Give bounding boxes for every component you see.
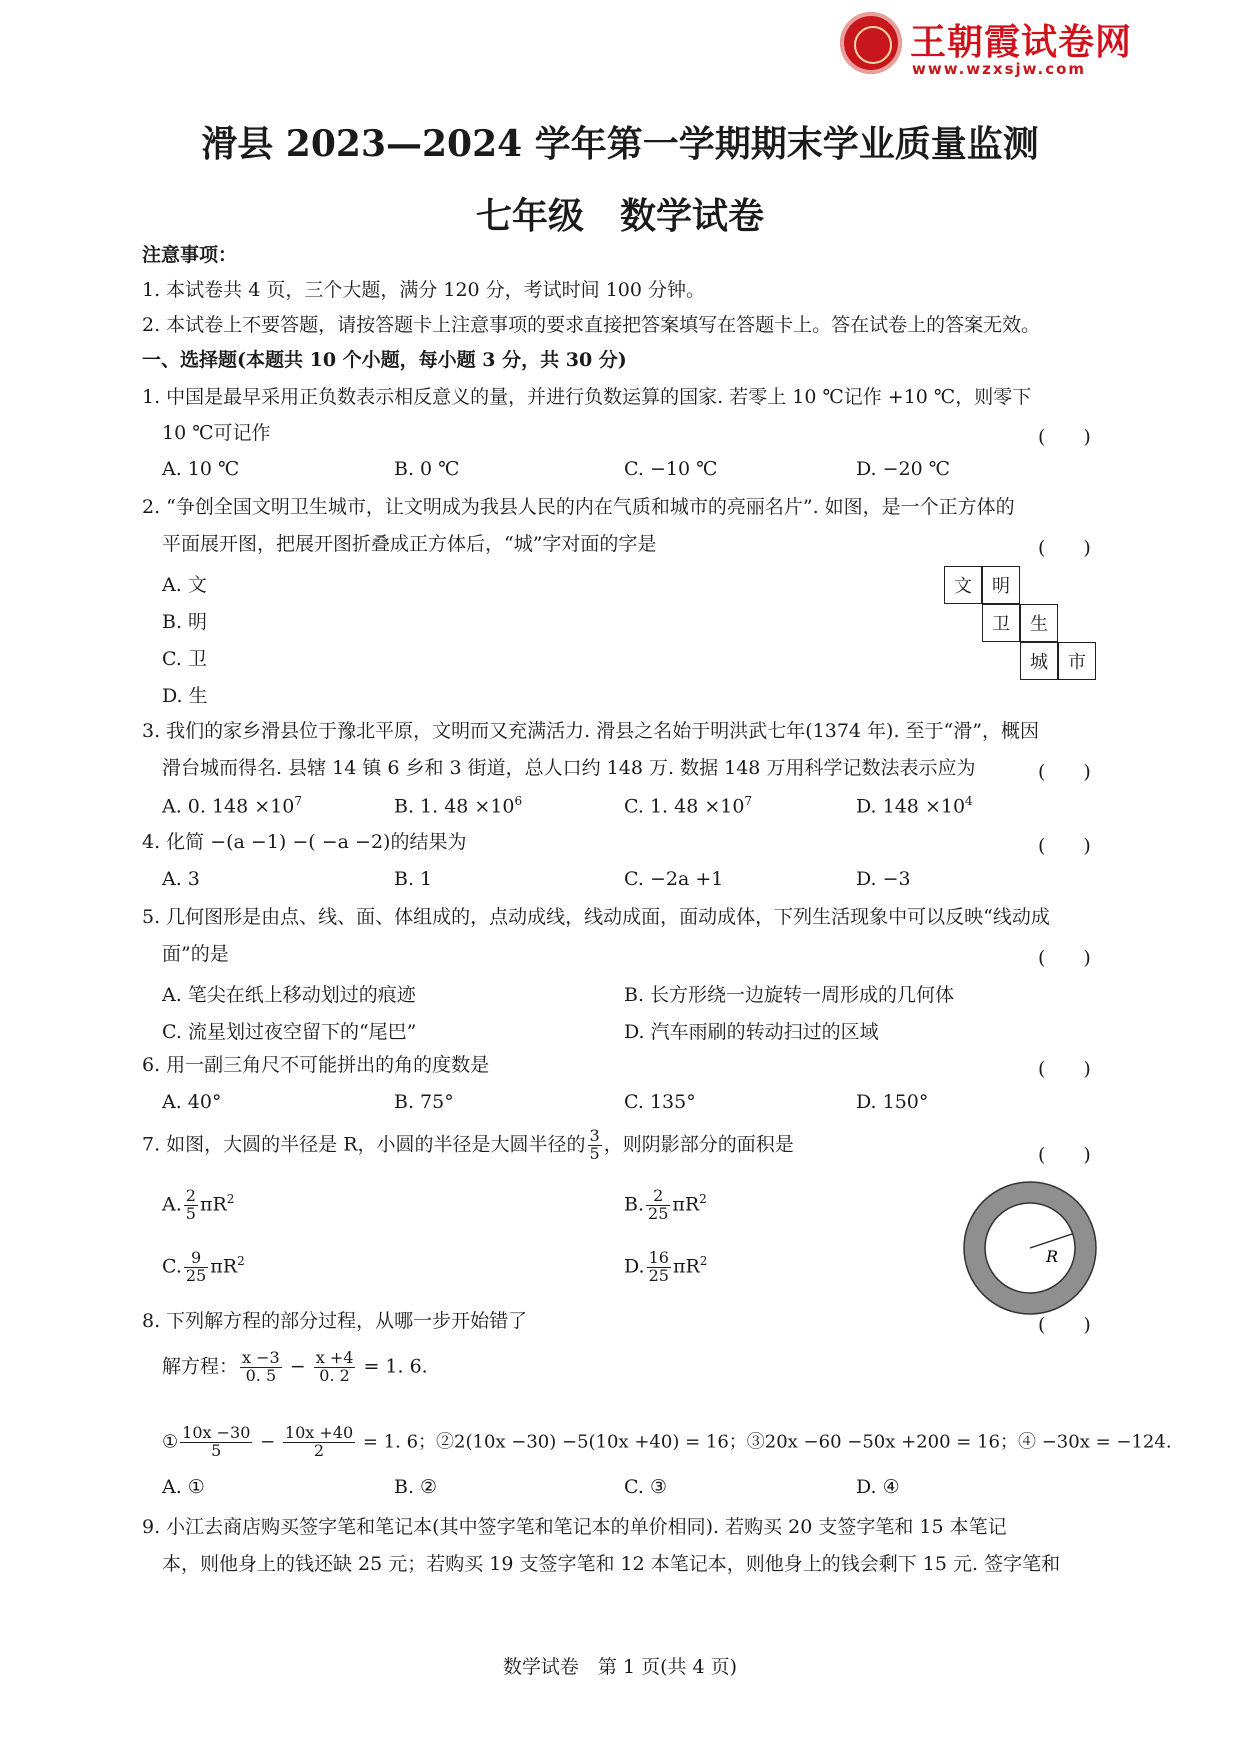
q7-option-d-frac [647,1250,671,1285]
q8-eq-frac1 [240,1350,282,1385]
net-cell-ming: 明 [982,566,1020,604]
cube-net-figure [944,566,1104,696]
site-logo [840,12,1160,78]
q7-option-c-letter: C. [162,1255,182,1278]
net-cell-wen: 文 [944,566,982,604]
q8-answer-bracket: ( ) [1038,1314,1091,1336]
q7-option-d-num: 16 [648,1248,669,1267]
q8-eq-frac2-num: x +4 [315,1348,354,1367]
section-heading: 一、选择题(本题共 10 个小题，每小题 3 分，共 30 分) [142,349,627,371]
q7-option-d [624,1250,707,1285]
q3-option-b [394,794,522,817]
q4-option-c: C. −2a +1 [624,868,724,890]
q4-answer-bracket: ( ) [1038,835,1091,857]
q7-stem [142,1128,794,1163]
q7-answer-bracket: ( ) [1038,1144,1091,1166]
q8-stem: 8. 下列解方程的部分过程，从哪一步开始错了 [142,1310,528,1332]
q7-option-d-letter: D. [624,1255,645,1278]
q6-option-b: B. 75° [394,1091,454,1113]
q5-option-a: A. 笔尖在纸上移动划过的痕迹 [162,984,416,1006]
q1-answer-bracket: ( ) [1038,426,1091,448]
radius-label: R [1046,1247,1059,1266]
q8-eq-label: 解方程： [162,1355,239,1378]
q2-stem-line2: 平面展开图，把展开图折叠成正方体后，“城”字对面的字是 [162,533,657,555]
q6-option-d: D. 150° [856,1091,929,1113]
q8-step1-frac1 [180,1425,252,1460]
net-cell-cheng: 城 [1020,642,1058,680]
q8-step1-frac2 [283,1425,355,1460]
q3-option-d-base: D. 148 ×10 [856,795,966,818]
q4-option-b: B. 1 [394,868,433,890]
q1-stem-line1: 1. 中国是最早采用正负数表示相反意义的量，并进行负数运算的国家. 若零上 10 ℃记作 +10 ℃，则零下 [142,386,1032,408]
q2-option-b: B. 明 [162,611,208,633]
q7-ratio-den: 5 [589,1143,600,1163]
q3-option-b-exp: 6 [514,794,523,808]
q3-option-b-base: B. 1. 48 ×10 [394,795,515,818]
q8-step1-frac2-den: 2 [313,1440,325,1460]
q9-stem-line2: 本，则他身上的钱还缺 25 元；若购买 19 支签字笔和 12 本笔记本，则他身上的钱会剩下 15 元. 签字笔和 [162,1553,1061,1575]
q6-option-c: C. 135° [624,1091,696,1113]
q7-option-a-sq: 2 [226,1191,235,1206]
logo-name: 王朝霞试卷网 [910,22,1133,63]
q7-option-c-sq: 2 [237,1253,245,1268]
q7-option-d-sq: 2 [699,1253,708,1268]
q3-option-a-exp: 7 [294,794,303,808]
q8-steps: ① $\frac{10x -30}{5}$ − $\frac{10x +40}{2}$ = 1. 6；②2(10x −30) −5(10x +40) = 16；③20x −60 −50x +200 = 16；④ −30x = −124. [162,1423,1172,1460]
q6-answer-bracket: ( ) [1038,1058,1091,1080]
exam-subtitle: 七年级 数学试卷 [475,195,764,237]
q3-option-d [856,794,973,817]
q7-option-b-sq: 2 [699,1191,707,1206]
q7-option-d-den: 25 [648,1265,669,1285]
q7-option-b-frac [646,1188,670,1223]
q8-steps-rest: = 1. 6；②2(10x −30) −5(10x +40) = 16；③20x −60 −50x +200 = 16；④ −30x = −124. [362,1431,1172,1453]
q9-stem-line1: 9. 小江去商店购买签字笔和笔记本(其中签字笔和笔记本的单价相同). 若购买 20 支签字笔和 15 本笔记 [142,1516,1007,1538]
q5-stem-line1: 5. 几何图形是由点、线、面、体组成的，点动成线，线动成面，面动成体，下列生活现象中可以反映“线动成 [142,906,1050,928]
q8-option-a: A. ① [162,1476,205,1498]
q7-option-a [162,1188,234,1223]
q8-step1-frac1-num: 10x −30 [182,1423,251,1442]
q7-option-c-den: 25 [185,1265,207,1285]
net-cell-sheng: 生 [1020,604,1058,642]
q7-option-c-num: 9 [184,1250,208,1268]
q7-stem-part2: ，则阴影部分的面积是 [603,1133,794,1156]
q8-step1-frac2-num: 10x +40 [284,1423,354,1442]
q6-stem: 6. 用一副三角尺不可能拼出的角的度数是 [142,1054,490,1076]
q7-option-a-den: 5 [185,1203,196,1223]
q4-stem: 4. 化简 −(a −1) −( −a −2)的结果为 [142,831,467,853]
q7-option-a-frac [184,1188,198,1223]
q1-option-d: D. −20 ℃ [856,458,951,480]
q3-stem-line2: 滑台城而得名. 县辖 14 镇 6 乡和 3 街道，总人口约 148 万. 数据 148 万用科学记数法表示应为 [162,757,976,779]
q7-option-b-tail: πR [672,1193,700,1216]
q1-stem-line2: 10 ℃可记作 [162,422,271,444]
q8-equation: 解方程： $\frac{x -3}{0. 5}$ − $\frac{x +4}{0. 2}$ = 1. 6. [162,1348,428,1385]
q2-option-a: A. 文 [162,574,207,596]
q8-eq-frac1-num: x −3 [242,1348,280,1367]
annulus-figure [960,1178,1100,1318]
logo-url: www.wzxsjw.com [912,60,1087,78]
q8-eq-frac2-den: 0. 2 [319,1365,350,1385]
q8-eq-rhs: = 1. 6. [363,1355,428,1378]
q8-eq-frac2 [314,1350,356,1385]
q3-option-c-base: C. 1. 48 ×10 [624,795,745,818]
q2-answer-bracket: ( ) [1038,537,1091,559]
q8-eq-frac1-den: 0. 5 [245,1365,277,1385]
q7-stem-part1: 7. 如图，大圆的半径是 R，小圆的半径是大圆半径的 [142,1133,586,1156]
q2-option-d: D. 生 [162,685,208,707]
q2-stem-line1: 2. “争创全国文明卫生城市，让文明成为我县人民的内在气质和城市的亮丽名片”. 如图，是一个正方体的 [142,496,1015,518]
q2-option-c: C. 卫 [162,648,207,670]
q3-option-c [624,794,752,817]
notes-item-1: 1. 本试卷共 4 页，三个大题，满分 120 分，考试时间 100 分钟。 [142,279,706,301]
q7-option-b-letter: B. [624,1193,645,1216]
q8-option-c: C. ③ [624,1476,667,1498]
q7-option-b-den: 25 [648,1203,669,1223]
q3-answer-bracket: ( ) [1038,761,1091,783]
logo-seal-icon [840,12,902,74]
q7-option-c [162,1250,245,1285]
q7-option-a-letter: A. [162,1193,182,1216]
page-footer: 数学试卷 第 1 页(共 4 页) [502,1656,738,1678]
q7-ratio-num: 3 [589,1126,600,1145]
q3-option-d-exp: 4 [965,794,973,808]
q5-option-c: C. 流星划过夜空留下的“尾巴” [162,1021,417,1043]
q7-option-a-tail: πR [199,1193,227,1216]
q5-option-b: B. 长方形绕一边旋转一周形成的几何体 [624,984,955,1006]
q3-option-a [162,794,302,817]
q3-option-c-exp: 7 [744,794,753,808]
notes-item-2: 2. 本试卷上不要答题，请按答题卡上注意事项的要求直接把答案填写在答题卡上。答在试卷上的答案无效。 [142,314,1041,336]
q7-option-a-num: 2 [185,1186,196,1205]
q7-option-c-frac [184,1250,208,1285]
q8-step1-mark: ① [162,1431,179,1453]
q3-stem-line1: 3. 我们的家乡滑县位于豫北平原，文明而又充满活力. 滑县之名始于明洪武七年(1374 年). 至于“滑”，概因 [142,720,1039,742]
q8-step1-frac1-den: 5 [211,1440,222,1460]
net-cell-shi: 市 [1058,642,1096,680]
q1-option-b: B. 0 ℃ [394,458,460,480]
q8-option-b: B. ② [394,1476,438,1498]
q5-option-d: D. 汽车雨刷的转动扫过的区域 [624,1021,879,1043]
q6-option-a: A. 40° [162,1091,222,1113]
exam-title: 滑县 2023—2024 学年第一学期期末学业质量监测 [201,123,1039,165]
q5-answer-bracket: ( ) [1038,947,1091,969]
q8-option-d: D. ④ [856,1476,900,1498]
q1-option-c: C. −10 ℃ [624,458,718,480]
notes-heading: 注意事项： [142,244,238,266]
q5-stem-line2: 面”的是 [162,943,229,965]
net-cell-wei: 卫 [982,604,1020,642]
q7-ratio-fraction [588,1128,602,1163]
q1-option-a: A. 10 ℃ [162,458,240,480]
q4-option-a: A. 3 [162,868,200,890]
q3-option-a-base: A. 0. 148 ×10 [162,795,295,818]
q7-option-b [624,1188,707,1223]
q7-option-c-tail: πR [210,1255,238,1278]
q7-option-d-tail: πR [672,1255,700,1278]
q7-option-b-num: 2 [646,1188,670,1206]
q4-option-d: D. −3 [856,868,911,890]
